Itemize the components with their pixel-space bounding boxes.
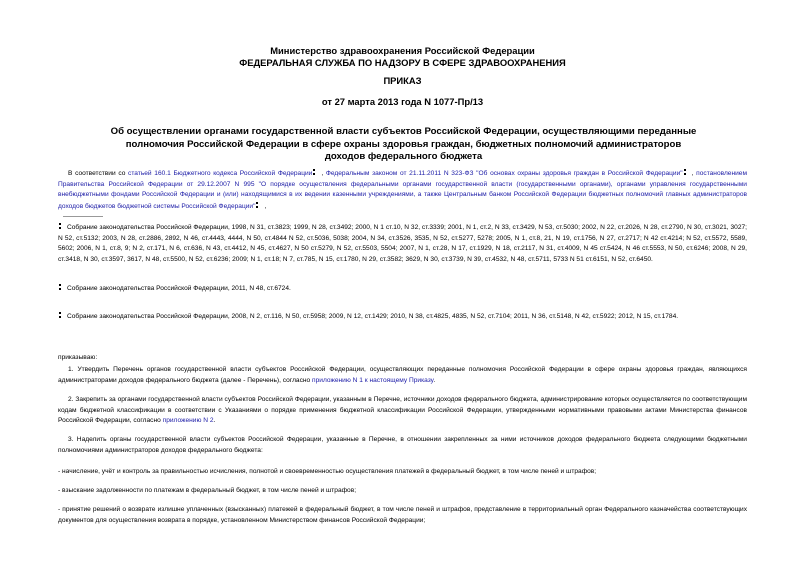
footnote-text: Собрание законодательства Российской Федерации, 2011, N 48, ст.6724. bbox=[67, 285, 291, 292]
list-item: - взыскание задолженности по платежам в федеральный бюджет, в том числе пеней и штрафов; bbox=[58, 487, 357, 494]
footnote-marker-icon bbox=[58, 283, 64, 291]
clause-1 bbox=[58, 365, 747, 386]
clause-text: 1. Утвердить Перечень органов государственной власти субъектов Российской Федерации, осуществляющих переданные полномочия Российской Федерации в сфере охраны здоровья граждан, являющихся администраторами доходов федерального бюджета (далее - Перечень), согласно bbox=[58, 366, 747, 384]
footnote bbox=[58, 311, 747, 323]
preamble-text: , bbox=[321, 170, 326, 177]
list-item: - начисление, учёт и контроль за правильностью исчисления, полнотой и своевременностью осуществления платежей в федеральный бюджет, в том числе пеней и штрафов; bbox=[58, 468, 597, 475]
service-name: ФЕДЕРАЛЬНАЯ СЛУЖБА ПО НАДЗОРУ В СФЕРЕ ЗДРАВООХРАНЕНИЯ bbox=[239, 56, 566, 68]
budget-code-link[interactable]: статьей 160.1 Бюджетного кодекса Российской Федерации bbox=[128, 170, 313, 177]
footnote bbox=[58, 222, 747, 265]
document-title: Об осуществлении органами государственной власти субъектов Российской Федерации, осуществляющими переданные полномочия Российской Федерации в сфере охраны здоровья граждан, бюджетных полномочий администраторов доходов федерального бюджета bbox=[110, 126, 697, 162]
footnote bbox=[58, 283, 747, 295]
footnote-marker-icon bbox=[683, 168, 689, 176]
federal-law-link[interactable]: Федеральным законом от 21.11.2011 N 323-ФЗ "Об основах охраны здоровья граждан в Российской Федерации" bbox=[325, 170, 683, 177]
preamble-text: , bbox=[264, 202, 267, 210]
footnote-separator bbox=[63, 216, 103, 217]
list-item: - принятие решений о возврате излишне уплаченных (взысканных) платежей в федеральный бюджет, в том числе пеней и штрафов, представление в территориальный орган Федерального казначейства соответствующих документов для осуществления возврата в порядке, установленном Министерством финансов Российской Федерации; bbox=[58, 506, 747, 524]
document-type: ПРИКАЗ bbox=[383, 75, 422, 86]
footnote-marker-icon bbox=[58, 311, 64, 319]
footnote-text: Собрание законодательства Российской Федерации, 2008, N 2, ст.116, N 50, ст.5958; 2009, N 12, ст.1429; 2010, N 38, ст.4825, 4835, N 52, ст.7104; 2011, N 36, ст.5148, N 42, ст.5922; 2012, N 15, ст.1784. bbox=[67, 313, 679, 320]
footnote-text: Собрание законодательства Российской Федерации, 1998, N 31, ст.3823; 1999, N 28, ст.3492; 2000, N 1 ст.10, N 32, ст.3339; 2001, N 1, ст.2, N 33, ст.3429, N 53, ст.5030; 2002, N 22, ст.2026, N 28, ст.2790, N 30, ст.3021, 3027; N 52, ст.5132; 2003, N 28, ст.2886, 2892, N 46, ст.4443, 4444, N 50, ст.4844 N 52, ст.5036, 5038; 2004, N 34, ст.3526, 3535, N 52, ст.5277, 5278; 2005, N 1, ст.8, 21, N 19, ст.1756, N 27, ст.2717; N 42 ст.4214; N 52, ст.5572, 5589, 5602; 2006, N 1, ст.8, 9; N 2, ст.171, N 6, ст.636, N 43, ст.4412, N 45, ст.4627, N 50 ст.5279, N 52, ст.5503, 5504; 2007, N 1, ст.28, N 17, ст.1929, N 18, ст.2117, N 31, ст.4009, N 45 ст.5424, N 46 ст.5553, N 50, ст.6246; 2008, N 29, ст.3418, N 30, ст.3597, 3617, N 48, ст.5500, N 52, ст.6236; 2009; N 1, ст.18; N 7, ст.785, N 15, ст.1780, N 29, ст.3582; 3629, N 30, ст.3739, N 39, ст.4532, N 48, ст.5711, 5733 N 51 ст.6151, N 52, ст.6450. bbox=[58, 224, 747, 263]
document-date-number: от 27 марта 2013 года N 1077-Пр/13 bbox=[321, 96, 484, 107]
footnote-marker-icon bbox=[58, 222, 64, 230]
document-header bbox=[58, 45, 747, 68]
clause-text: 2. Закрепить за органами государственной власти субъектов Российской Федерации, указанным в Перечне, источники доходов федерального бюджета, администрирование которых осуществляется по соответствующим кодам бюджетной классификации в соответствии с Указаниями о порядке применения бюджетной классификации Российской Федерации, утвержденными нормативными правовыми актами Министерства финансов Российской Федерации, согласно bbox=[58, 396, 747, 425]
clause-text: . bbox=[213, 417, 216, 425]
preamble-text: , bbox=[691, 170, 697, 177]
footnote-marker-icon bbox=[255, 201, 261, 209]
order-word: приказываю: bbox=[58, 354, 98, 361]
clause-3: 3. Наделить органы государственной власти субъектов Российской Федерации, указанные в Перечне, в отношении закрепленных за ними источников доходов федерального бюджета следующими бюджетными полномочиями администраторов доходов федерального бюджета: bbox=[58, 436, 747, 454]
ministry-name: Министерство здравоохранения Российской Федерации bbox=[270, 45, 535, 56]
appendix-1-link[interactable]: приложению N 1 к настоящему Приказу bbox=[312, 376, 434, 384]
footnote-marker-icon bbox=[312, 168, 318, 176]
government-resolution-link[interactable]: постановлением Правительства Российской Федерации от 29.12.2007 N 995 "О порядке осуществления федеральными органами государственной власти (государственными органами), органами управления государственными внебюджетными фондами Российской Федерации и (или) находящимися в их ведении казенными учреждениями, а также Центральным банком Российской Федерации бюджетных полномочий главных администраторов доходов бюджетов бюджетной системы Российской Федерации" bbox=[58, 170, 748, 210]
preamble-paragraph bbox=[58, 168, 747, 212]
clause-text: . bbox=[433, 376, 436, 384]
clause-2 bbox=[58, 395, 747, 427]
appendix-2-link[interactable]: приложению N 2 bbox=[162, 417, 214, 425]
preamble-text: В соответствии со bbox=[68, 170, 129, 177]
